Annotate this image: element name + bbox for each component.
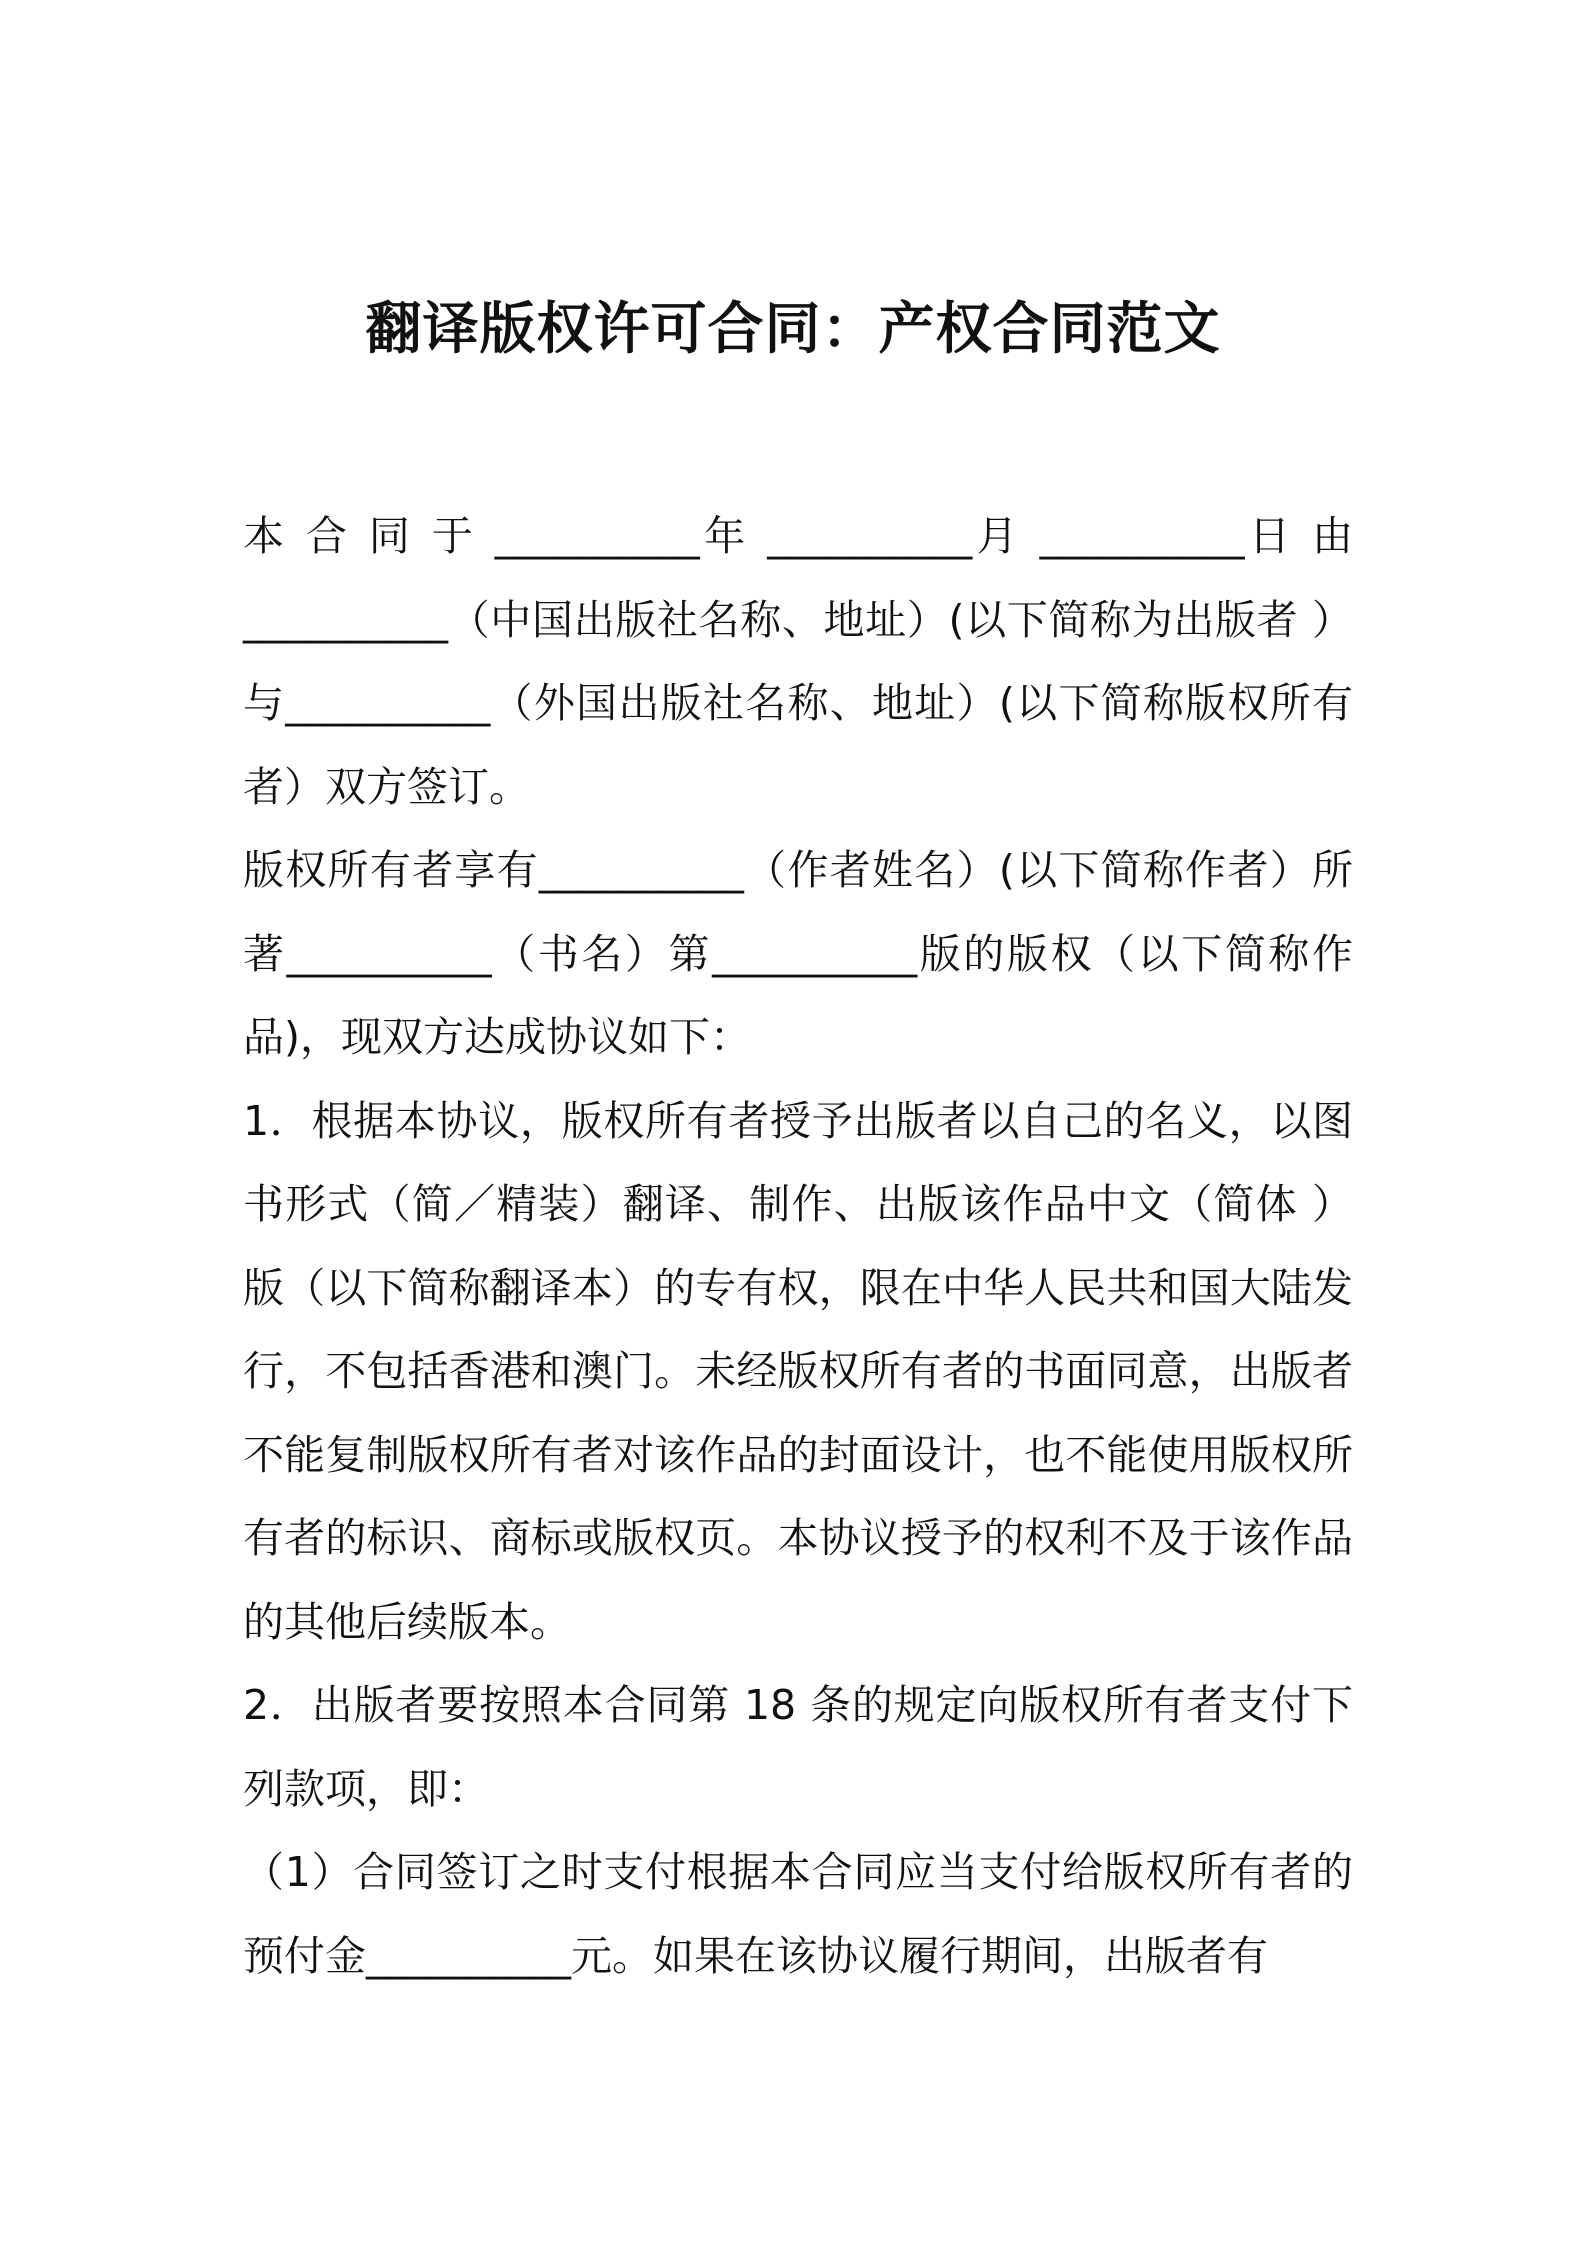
paragraph-clause-1: 1．根据本协议，版权所有者授予出版者以自己的名义，以图书形式（简／精装）翻译、制作、出版该作品中文（简体 ）版（以下简称翻译本）的专有权，限在中华人民共和国大陆发行，不包括香港和澳门。未经版权所有者的书面同意，出版者不能复制版权所有者对该作品的封面设计，也不能使用版权所有者的标识、商标或版权页。本协议授予的权利不及于该作品的其他后续版本。	[243, 1096, 1353, 1646]
paragraph-parties: 本 合 同 于 __________年 __________月 __________日 由 __________（中国出版社名称、地址）(以下简称为出版者 ）与__________（外国出版社名称、地址）(以下简称版权所有者）双方签订。	[243, 512, 1353, 811]
paragraph-clause-2: 2．出版者要按照本合同第 18 条的规定向版权所有者支付下列款项，即：	[243, 1681, 1353, 1813]
document-title: 翻译版权许可合同：产权合同范文	[365, 296, 1221, 362]
paragraph-copyright-work: 版权所有者享有__________（作者姓名）(以下简称作者）所著__________（书名）第__________版的版权（以下简称作品)，现双方达成协议如下：	[243, 846, 1353, 1061]
paragraph-clause-2-1: （1）合同签订之时支付根据本合同应当支付给版权所有者的预付金__________元。如果在该协议履行期间，出版者有	[243, 1848, 1353, 1980]
document-body	[243, 495, 1353, 1998]
